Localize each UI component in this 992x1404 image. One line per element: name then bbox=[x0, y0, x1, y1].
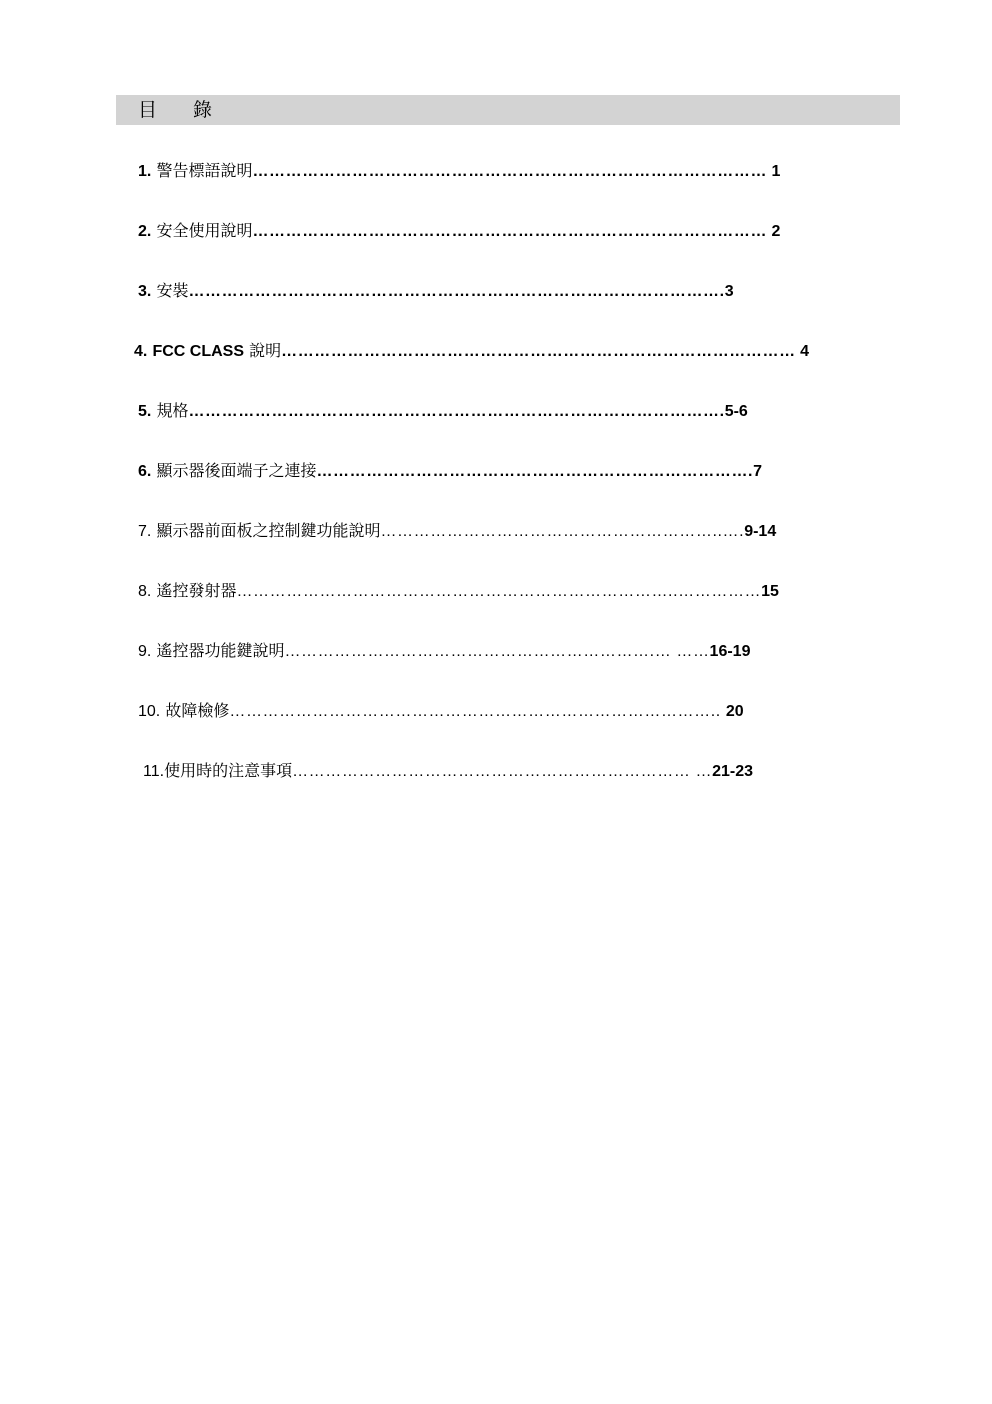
entry-page: 15 bbox=[761, 583, 779, 600]
toc-entry-5[interactable] bbox=[138, 399, 888, 423]
entry-page: 1 bbox=[767, 163, 781, 180]
entry-leader: ……………………………………………………………………………………. bbox=[188, 403, 725, 420]
entry-leader: …………………………………………………………………………….. bbox=[229, 703, 726, 720]
entry-page: 20 bbox=[725, 703, 744, 720]
toc-entry-4[interactable] bbox=[134, 339, 888, 363]
entry-leader: ……………………………………………………..…. bbox=[380, 523, 745, 540]
entry-number: 1. bbox=[138, 163, 152, 180]
entry-title: 故障檢修 bbox=[165, 701, 230, 720]
entry-title: 說明 bbox=[249, 341, 282, 360]
toc-entry-2[interactable] bbox=[138, 219, 888, 243]
entry-leader: ………………………………………………………………………………… bbox=[252, 223, 768, 240]
entry-number: 10. bbox=[138, 703, 161, 720]
toc-header-char-1: 目 bbox=[138, 99, 158, 121]
entry-number: 2. bbox=[138, 223, 152, 240]
entry-page: 7 bbox=[753, 463, 763, 480]
entry-title: 安裝 bbox=[156, 281, 189, 300]
toc-entry-7[interactable] bbox=[138, 519, 888, 543]
toc-entry-6[interactable] bbox=[138, 459, 888, 483]
entry-number: 5. bbox=[138, 403, 152, 420]
entry-title-bold: FCC CLASS bbox=[152, 343, 244, 360]
entry-title: 規格 bbox=[156, 401, 189, 420]
entry-title: 遙控發射器 bbox=[156, 581, 237, 600]
toc-entry-11[interactable] bbox=[143, 759, 893, 783]
entry-leader: ………………………………………………………………………………… bbox=[281, 343, 796, 360]
entry-leader: ……………………………………………………………………. bbox=[316, 463, 754, 480]
entry-leader: ……………………………………………………………… … bbox=[292, 763, 713, 780]
toc-entry-3[interactable] bbox=[138, 279, 888, 303]
toc-entry-10[interactable] bbox=[138, 699, 888, 723]
toc-header-char-2: 錄 bbox=[193, 99, 213, 121]
entry-number: 9. bbox=[138, 643, 152, 660]
entry-title: 遙控器功能鍵說明 bbox=[156, 641, 285, 660]
toc-entry-1[interactable] bbox=[138, 159, 888, 183]
entry-page: 3 bbox=[724, 283, 734, 300]
toc-entry-8[interactable] bbox=[138, 579, 888, 603]
entry-leader: ……………………………………………………………………………………. bbox=[188, 283, 725, 300]
entry-leader: ………………………………………………………………………………… bbox=[252, 163, 768, 180]
entry-title: 警告標語說明 bbox=[156, 161, 253, 180]
entry-page: 4 bbox=[795, 343, 810, 360]
entry-title: 使用時的注意事項 bbox=[164, 761, 293, 780]
entry-leader: ………………………………………………………….… …… bbox=[284, 643, 710, 660]
entry-page: 21-23 bbox=[712, 763, 754, 780]
entry-leader: ……………………………………………………………………..…………… bbox=[236, 583, 762, 600]
entry-number: 7. bbox=[138, 523, 152, 540]
entry-number: 8. bbox=[138, 583, 152, 600]
entry-page: 9-14 bbox=[744, 523, 777, 540]
entry-number: 3. bbox=[138, 283, 152, 300]
entry-page: 5-6 bbox=[724, 403, 748, 420]
entry-number: 11. bbox=[143, 763, 165, 780]
toc-entry-9[interactable] bbox=[138, 639, 888, 663]
entry-page: 16-19 bbox=[709, 643, 751, 660]
entry-title: 安全使用說明 bbox=[156, 221, 253, 240]
entry-number: 6. bbox=[138, 463, 152, 480]
entry-page: 2 bbox=[767, 223, 781, 240]
entry-title: 顯示器後面端子之連接 bbox=[156, 461, 317, 480]
entry-number: 4. bbox=[134, 343, 148, 360]
toc-header bbox=[116, 95, 900, 125]
entry-title: 顯示器前面板之控制鍵功能說明 bbox=[156, 521, 381, 540]
